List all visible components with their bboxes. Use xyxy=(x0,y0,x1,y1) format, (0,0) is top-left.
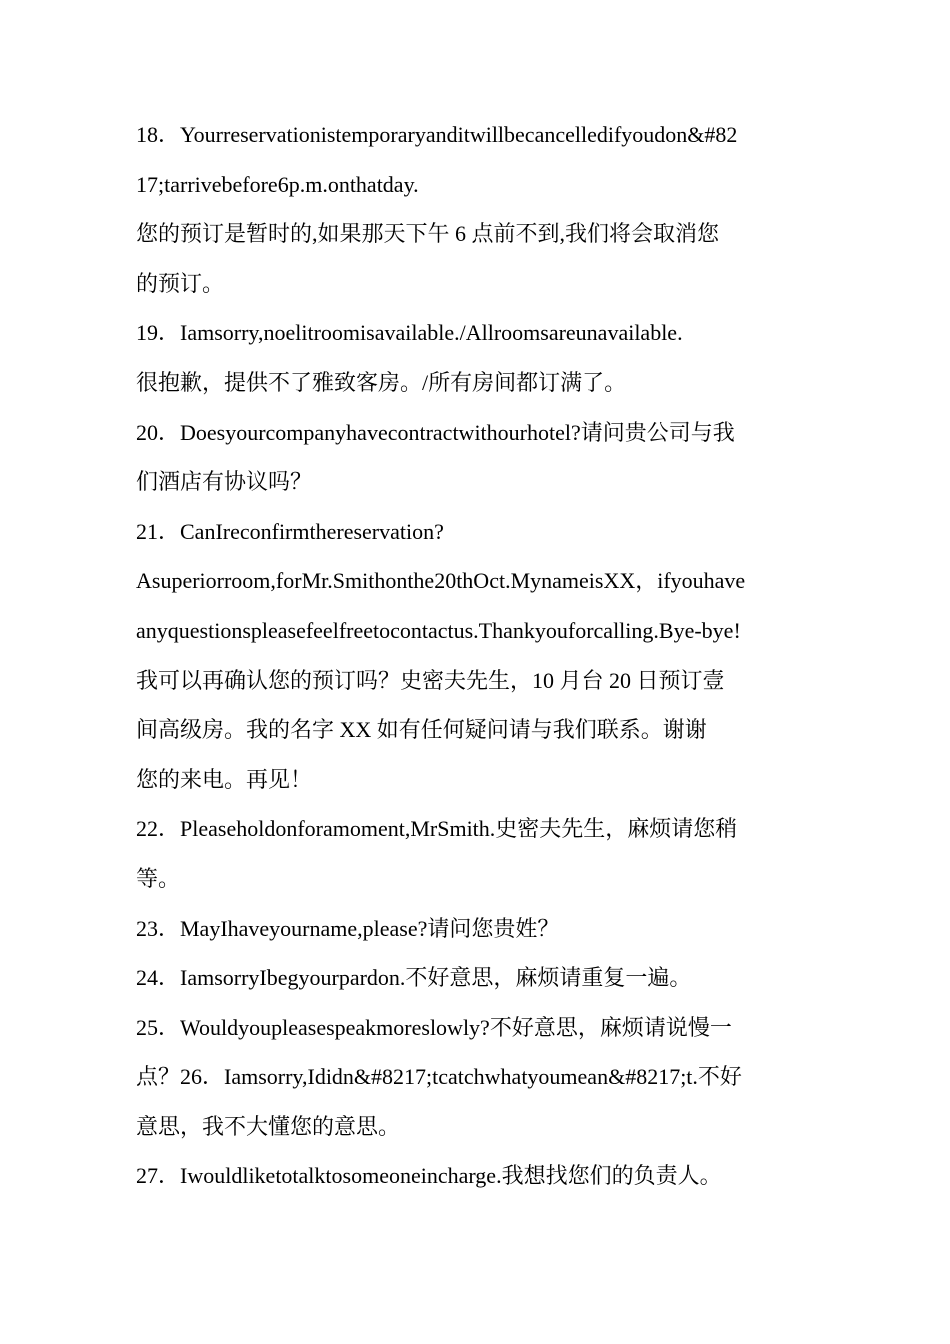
text-line: 很抱歉，提供不了雅致客房。/所有房间都订满了。 xyxy=(136,369,627,395)
text-line: 25．Wouldyoupleasespeakmoreslowly?不好意思，麻烦请说慢一 xyxy=(136,1014,732,1040)
text-line: 27．Iwouldliketotalktosomeoneincharge.我想找您们的负责人。 xyxy=(136,1163,722,1189)
text-line: 18．Yourreservationistemporaryanditwillbecancelledifyoudon&#82 xyxy=(136,122,738,147)
text-line: 间高级房。我的名字 XX 如有任何疑问请与我们联系。谢谢 xyxy=(136,717,707,743)
text-line: 24．IamsorryIbegyourpardon.不好意思，麻烦请重复一遍。 xyxy=(136,965,692,991)
text-line: 23．MayIhaveyourname,please?请问您贵姓？ xyxy=(136,915,560,941)
text-line: 您的预订是暂时的,如果那天下午 6 点前不到,我们将会取消您 xyxy=(136,221,720,247)
text-line: 我可以再确认您的预订吗？史密夫先生，10 月台 20 日预订壹 xyxy=(136,667,725,693)
text-line: 22．Pleaseholdonforamoment,MrSmith.史密夫先生，麻烦请您稍 xyxy=(136,816,738,842)
text-line: 的预订。 xyxy=(136,270,225,296)
text-line: 们酒店有协议吗？ xyxy=(136,469,313,495)
text-line: 17;tarrivebefore6p.m.onthatday. xyxy=(136,171,419,197)
text-line: 19．Iamsorry,noelitroomisavailable./Allroomsareunavailable. xyxy=(136,320,683,346)
text-line: 21．CanIreconfirmthereservation? xyxy=(136,518,444,544)
text-line: 20．Doesyourcompanyhavecontractwithourhotel?请问贵公司与我 xyxy=(136,419,735,445)
text-line: 等。 xyxy=(136,865,181,891)
text-line: Asuperiorroom,forMr.Smithonthe20thOct.MynameisXX，ifyouhave xyxy=(136,568,746,594)
document-body xyxy=(136,110,818,1201)
text-line: anyquestionspleasefeelfreetocontactus.Thankyouforcalling.Bye-bye! xyxy=(136,617,741,643)
text-line: 您的来电。再见！ xyxy=(136,766,313,792)
text-line: 意思，我不大懂您的意思。 xyxy=(136,1113,401,1139)
text-line: 点？26．Iamsorry,Ididn&#8217;tcatchwhatyoumean&#8217;t.不好 xyxy=(136,1064,742,1090)
